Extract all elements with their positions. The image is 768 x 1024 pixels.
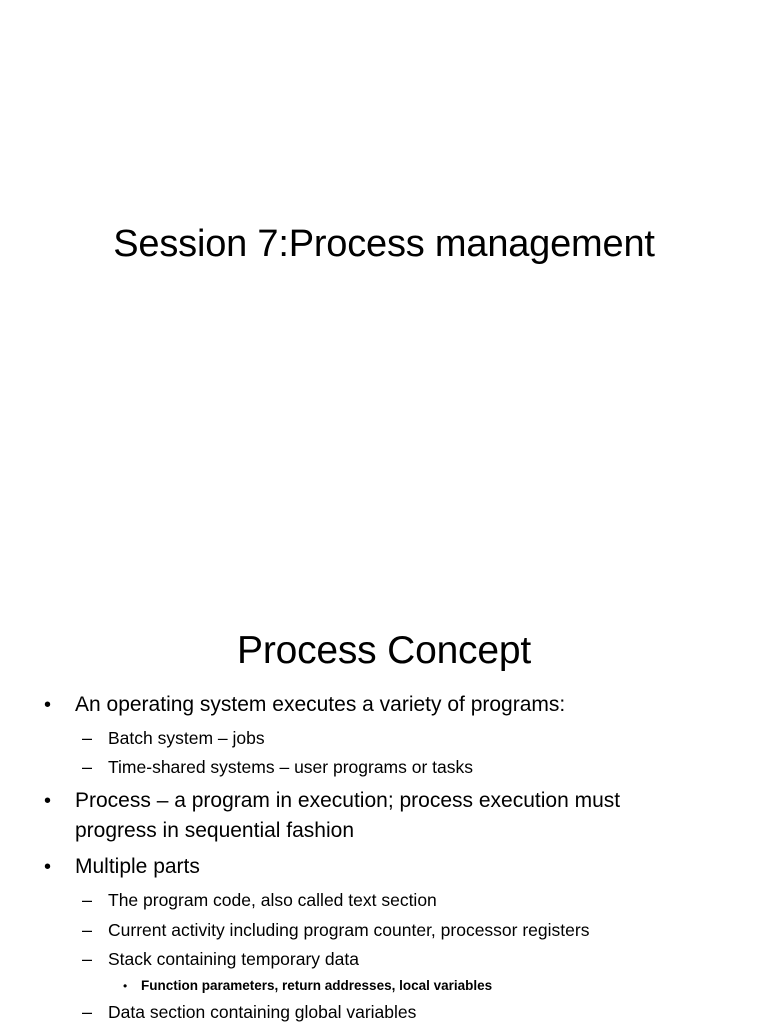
sub-bullet-text: Data section containing global variables xyxy=(108,1002,417,1022)
dash-marker: – xyxy=(82,728,93,748)
sub-bullet-text: Current activity including program counter, processor registers xyxy=(108,920,590,940)
bullet-marker: • xyxy=(123,979,128,993)
sub-bullet-text: The program code, also called text section xyxy=(108,890,437,910)
slide-1-title: Session 7:Process management xyxy=(113,223,655,265)
sub-bullet-text: Stack containing temporary data xyxy=(108,949,359,969)
sub-bullet-item xyxy=(82,888,437,912)
bullet-item xyxy=(44,690,566,720)
bullet-text: Multiple parts xyxy=(75,855,200,878)
sub-sub-bullet-text: Function parameters, return addresses, local variables xyxy=(141,978,493,993)
sub-bullet-text: Time-shared systems – user programs or tasks xyxy=(108,757,474,777)
bullet-item xyxy=(44,786,621,816)
dash-marker: – xyxy=(82,757,93,777)
bullet-text: progress in sequential fashion xyxy=(75,819,355,842)
bullet-marker: • xyxy=(44,790,52,812)
dash-marker: – xyxy=(82,920,93,940)
bullet-continuation xyxy=(75,816,354,846)
dash-marker: – xyxy=(82,1002,93,1022)
dash-marker: – xyxy=(82,890,93,910)
slide-2-title: Process Concept xyxy=(237,629,531,672)
sub-bullet-item xyxy=(82,947,359,971)
bullet-item xyxy=(44,852,200,882)
sub-bullet-item xyxy=(82,726,265,750)
bullet-text: An operating system executes a variety of programs: xyxy=(75,693,566,716)
sub-sub-bullet-item xyxy=(123,977,493,995)
dash-marker: – xyxy=(82,949,93,969)
bullet-text: Process – a program in execution; process execution must xyxy=(75,789,621,812)
sub-bullet-text: Batch system – jobs xyxy=(108,728,265,748)
slide-2 xyxy=(0,576,768,1024)
bullet-marker: • xyxy=(44,856,52,878)
sub-bullet-item xyxy=(82,755,474,779)
sub-bullet-item xyxy=(82,918,590,942)
bullet-marker: • xyxy=(44,694,52,716)
sub-bullet-item xyxy=(82,1000,417,1024)
